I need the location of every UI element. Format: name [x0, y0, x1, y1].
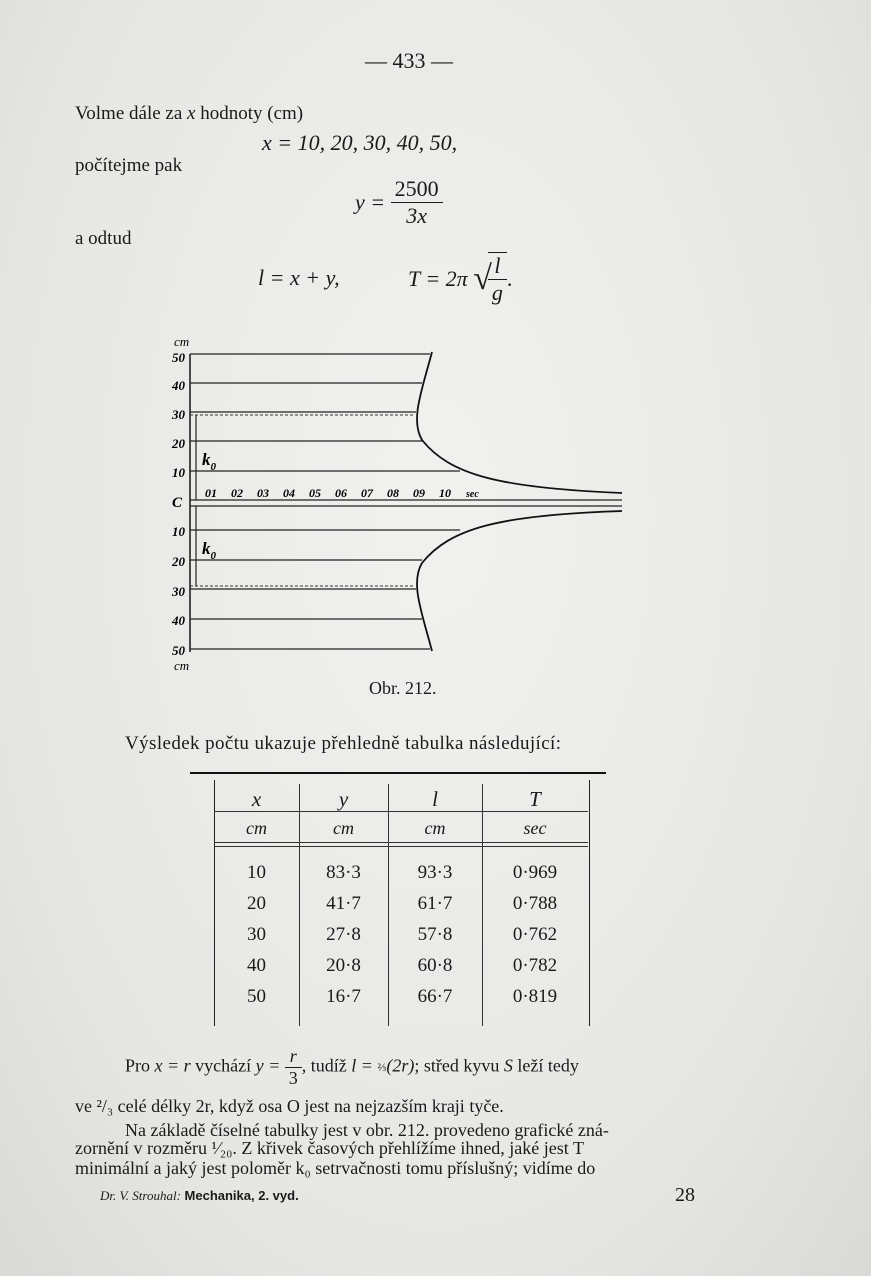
table-unit: cm: [246, 818, 267, 838]
table-cell: 61·7: [417, 893, 453, 914]
fig-xtick: 02: [231, 486, 243, 500]
fig-xtick: 03: [257, 486, 269, 500]
table-cell: 20: [247, 893, 266, 914]
period-curve-top: [417, 352, 622, 493]
y-equation: y = $\frac{2500}{3x}$: [355, 176, 443, 229]
paragraph-2-line-1: Na základě číselné tabulky jest v obr. 212. provedeno grafické zná-: [125, 1120, 609, 1140]
table-cell: 0·969: [512, 862, 558, 883]
fig-top-unit: cm: [174, 334, 190, 349]
period-curve-bottom: [417, 511, 622, 651]
fig-xtick: 01: [205, 486, 217, 500]
table-cell: 93·3: [417, 862, 453, 883]
paragraph-1-line-2: ve ²/₃ celé délky 2r, když osa O jest na nejzazším kraji tyče.: [75, 1096, 504, 1116]
fig-center-label: C: [172, 495, 183, 511]
table-header: T: [529, 787, 541, 811]
fig-ytick: 50: [172, 643, 185, 658]
fig-ytick: 50: [172, 350, 185, 365]
table-cell: 0·819: [512, 986, 558, 1007]
fig-ytick: 10: [172, 465, 185, 480]
table-cell: 41·7: [326, 893, 361, 914]
page-footer: Dr. V. Strouhal: Mechanika, 2. vyd.: [100, 1188, 299, 1203]
table-intro: Výsledek počtu ukazuje přehledně tabulka následující:: [125, 733, 562, 754]
table-cell: 30: [247, 924, 266, 945]
fig-ytick: 30: [172, 584, 185, 599]
table-cell: 40: [247, 955, 266, 976]
table-top-rule: [190, 772, 606, 774]
paragraph-1-line-1: Pro x = r vychází y = $\frac{r}{3}$ , tudíž l = ⅔(2r); střed kyvu S leží tedy: [125, 1046, 579, 1088]
table-cell: 20·8: [326, 955, 361, 976]
paragraph-2-line-2: zornění v rozměru ¹⁄₂₀. Z křivek časových přehlížíme ihned, jaké jest T: [75, 1138, 584, 1158]
fig-ytick: 20: [172, 554, 185, 569]
intro-line-1: Volme dále za x hodnoty (cm): [75, 103, 304, 124]
table-header: x: [251, 787, 262, 811]
table-cell: 0·788: [512, 893, 558, 914]
intro-line-3: a odtud: [75, 228, 132, 249]
table-unit: cm: [333, 818, 354, 838]
figure-caption: Obr. 212.: [369, 678, 437, 698]
fig-xtick: 08: [387, 486, 399, 500]
table-cell: 66·7: [417, 986, 453, 1007]
fig-xtick: 06: [335, 486, 347, 500]
fig-k0-bottom: $k_0$: [202, 539, 216, 562]
table-cell: 83·3: [326, 862, 361, 883]
table-cell: 57·8: [417, 924, 453, 945]
fig-xtick: 09: [413, 486, 425, 500]
table-cell: 27·8: [326, 924, 361, 945]
period-equation: T = 2π √ $\frac{l}{g}$ .: [408, 253, 513, 305]
fig-ytick: 30: [172, 407, 185, 422]
fig-xunit: sec: [466, 489, 479, 500]
table-cell: 0·762: [512, 924, 558, 945]
fig-ytick: 10: [172, 524, 185, 539]
l-equation: l = x + y,: [258, 265, 340, 290]
page-number: — 433 —: [365, 48, 453, 73]
figure-212: [160, 330, 630, 675]
fig-ytick: 40: [172, 613, 185, 628]
table-cell: 10: [247, 862, 266, 883]
intro-line-2: počítejme pak: [75, 155, 183, 176]
table-cell: 0·782: [512, 955, 558, 976]
fig-k0-top: $k_0$: [202, 450, 216, 473]
paragraph-2-line-3: minimální a jaký jest poloměr k₀ setrvačnosti tomu příslušný; vidíme do: [75, 1158, 596, 1178]
table-cell: 50: [247, 986, 266, 1007]
fig-xtick: 07: [361, 486, 373, 500]
fig-ytick: 20: [172, 436, 185, 451]
fig-xtick: 04: [283, 486, 295, 500]
sheet-number: 28: [675, 1184, 695, 1206]
x-values-equation: x = 10, 20, 30, 40, 50,: [262, 130, 458, 155]
fig-xtick: 05: [309, 486, 321, 500]
fig-bottom-unit: cm: [174, 658, 190, 673]
table-unit: sec: [523, 818, 547, 838]
table-header: l: [432, 787, 438, 811]
table-cell: 60·8: [417, 955, 453, 976]
table-unit: cm: [424, 818, 446, 838]
fig-ytick: 40: [172, 378, 185, 393]
fig-xtick: 10: [439, 486, 451, 500]
table-header: y: [338, 787, 349, 811]
table-cell: 16·7: [326, 986, 361, 1007]
